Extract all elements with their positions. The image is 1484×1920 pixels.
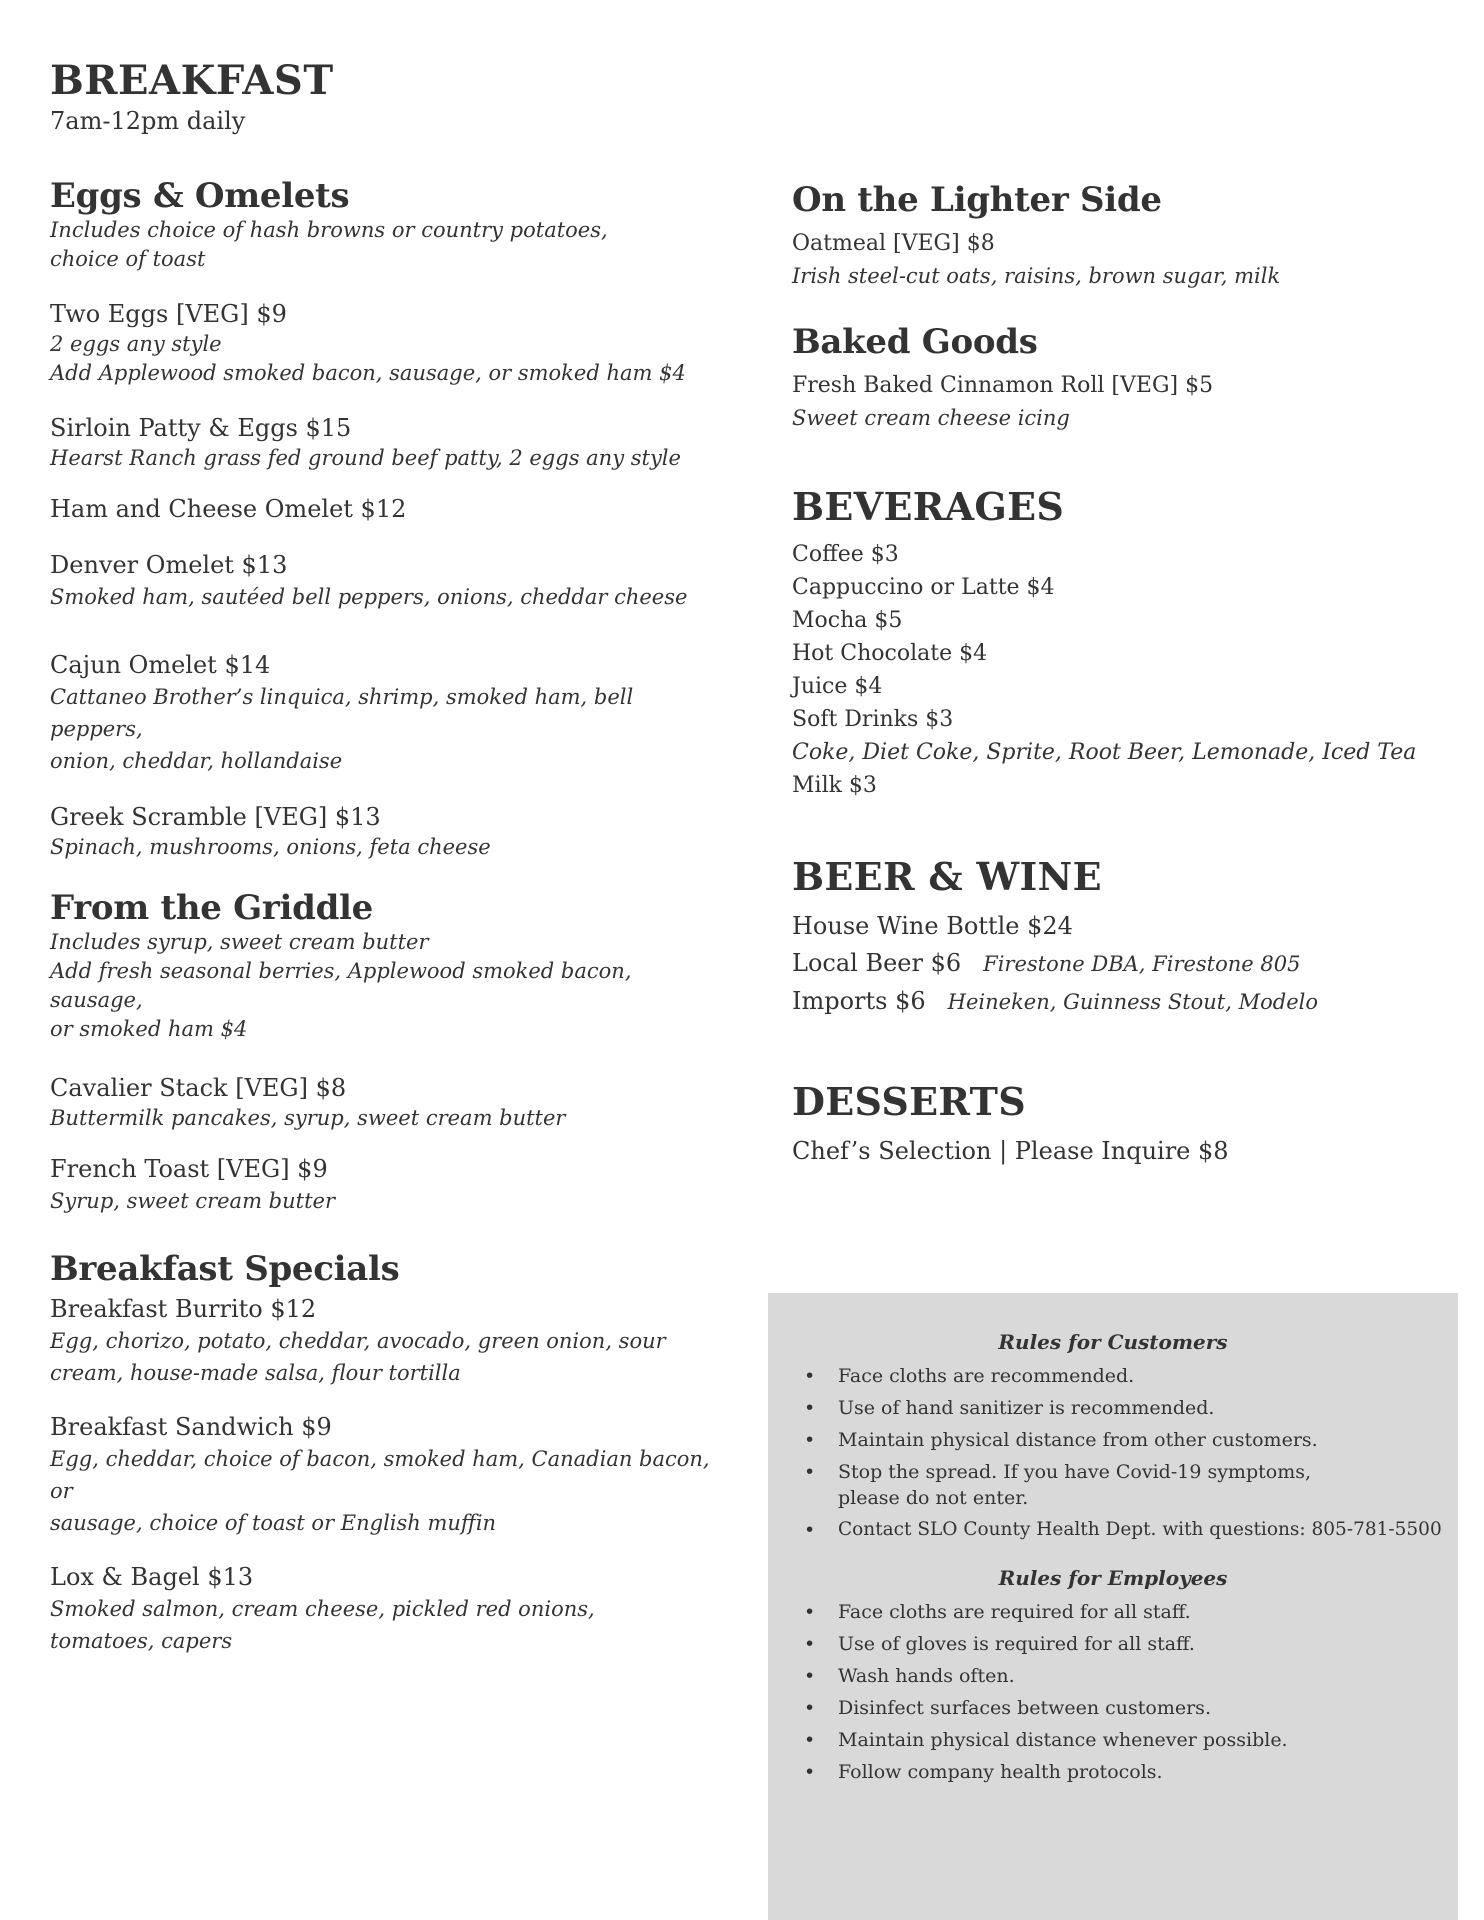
specials-section [50,1249,730,1657]
rule-text: Contact SLO County Health Dept. with questions: 805-781-5500 [838,1519,1442,1540]
griddle-heading: From the Griddle [50,888,373,928]
rule-text: Wash hands often. [838,1665,1015,1687]
rule-text: Use of hand sanitizer is recommended. [838,1397,1215,1419]
rule-text: Maintain physical distance from other customers. [838,1429,1318,1451]
lighter-heading: On the Lighter Side [792,180,1162,220]
menu-item-name: Greek Scramble [VEG] $13 [50,803,381,831]
beer-wine-section [792,854,1452,1021]
rule-item [804,1759,1398,1785]
specials-heading: Breakfast Specials [50,1249,400,1289]
employee-rules-list [768,1599,1458,1785]
right-column [792,180,1452,1170]
beer-wine-list [792,908,1452,1021]
rule-item [804,1459,1358,1511]
menu-item [50,493,730,525]
eggs-omelets-note: choice of toast [50,247,206,271]
rules-box [768,1293,1458,1920]
beverages-heading: BEVERAGES [792,484,1065,529]
rule-text: Face cloths are required for all staff. [838,1601,1191,1623]
menu-item-desc: Smoked salmon, cream cheese, pickled red onions, [50,1597,595,1621]
beer-item-detail: Firestone DBA, Firestone 805 [983,952,1301,976]
page-title: BREAKFAST [50,57,334,104]
menu-item [50,412,730,473]
rule-text: Use of gloves is required for all staff. [838,1633,1195,1655]
rule-item [804,1517,1458,1543]
customer-rules-heading: Rules for Customers [998,1330,1228,1354]
beverage-item: Hot Chocolate $4 [792,641,988,666]
menu-item-desc: Add Applewood smoked bacon, sausage, or smoked ham $4 [50,361,686,385]
griddle-note: or smoked ham $4 [50,1017,248,1041]
menu-item-name: Breakfast Burrito $12 [50,1295,317,1323]
beer-wine-heading: BEER & WINE [792,854,1102,899]
rule-item [804,1727,1398,1753]
rule-text: Maintain physical distance whenever possible. [838,1729,1288,1751]
employee-rules [768,1549,1458,1785]
menu-item [50,1072,730,1133]
beverage-item: Coffee $3 [792,542,899,567]
menu-item-name: Lox & Bagel $13 [50,1563,254,1591]
desserts-section [792,1079,1452,1170]
rule-text: Disinfect surfaces between customers. [838,1697,1211,1719]
menu-item-name: Oatmeal [VEG] $8 [792,231,995,256]
beverage-item: Milk $3 [792,773,877,798]
rule-item [804,1427,1398,1453]
menu-item-desc: Egg, cheddar, choice of bacon, smoked ham, Canadian bacon, or [50,1447,710,1503]
beverage-item-detail: Coke, Diet Coke, Sprite, Root Beer, Lemonade, Iced Tea [792,740,1417,765]
menu-item-desc: Smoked ham, sautéed bell peppers, onions, cheddar cheese [50,585,688,609]
baked-section [792,322,1452,434]
menu-item-name: French Toast [VEG] $9 [50,1155,328,1183]
bullet-icon: • [804,1633,816,1655]
wine-item: House Wine Bottle $24 [792,912,1073,940]
griddle-note: Add fresh seasonal berries, Applewood smoked bacon, sausage, [50,959,632,1012]
menu-item-desc: Cattaneo Brother’s linquica, shrimp, smoked ham, bell peppers, [50,685,634,741]
menu-item-name: Sirloin Patty & Eggs $15 [50,414,352,442]
customer-rules [768,1293,1458,1543]
menu-item-desc: Egg, chorizo, potato, cheddar, avocado, green onion, sour [50,1329,666,1353]
beverage-item: Cappuccino or Latte $4 [792,575,1055,600]
griddle-section [50,888,730,1217]
rule-text: Face cloths are recommended. [838,1365,1135,1387]
bullet-icon: • [804,1665,816,1687]
eggs-omelets-note: Includes choice of hash browns or country potatoes, [50,218,608,242]
menu-item-desc: Sweet cream cheese icing [792,406,1070,430]
beverage-item: Soft Drinks $3 [792,707,954,732]
left-column [50,58,730,1657]
menu-item-name: Cajun Omelet $14 [50,651,271,679]
menu-item [50,1411,730,1539]
bullet-icon: • [804,1729,816,1751]
menu-item [50,649,730,777]
beer-item-name: Local Beer $6 [792,949,962,977]
menu-item-desc: Buttermilk pancakes, syrup, sweet cream butter [50,1106,566,1130]
beer-item [792,983,1452,1021]
dessert-item: Chef’s Selection | Please Inquire $8 [792,1137,1229,1165]
menu-item [50,549,730,613]
menu-item-desc: tomatoes, capers [50,1629,233,1653]
menu-item-desc: Hearst Ranch grass fed ground beef patty, 2 eggs any style [50,446,681,470]
menu-item [50,298,730,388]
menu-item-name: Cavalier Stack [VEG] $8 [50,1074,347,1102]
menu-item-name: Denver Omelet $13 [50,551,288,579]
bullet-icon: • [804,1461,816,1483]
menu-item-name: Fresh Baked Cinnamon Roll [VEG] $5 [792,373,1214,398]
menu-item-desc: onion, cheddar, hollandaise [50,749,343,773]
menu-item [50,801,730,862]
menu-item-desc: Syrup, sweet cream butter [50,1189,335,1213]
eggs-omelets-heading: Eggs & Omelets [50,176,350,216]
menu-item [50,1561,730,1657]
beverage-item: Mocha $5 [792,608,903,633]
rule-text: Stop the spread. If you have Covid-19 symptoms, please do not enter. [838,1461,1311,1509]
menu-item-name: Breakfast Sandwich $9 [50,1413,332,1441]
lighter-section [792,180,1452,292]
rule-text: Follow company health protocols. [838,1761,1163,1783]
employee-rules-heading: Rules for Employees [998,1566,1228,1590]
menu-item-desc: sausage, choice of toast or English muffin [50,1511,497,1535]
menu-item-name: Two Eggs [VEG] $9 [50,300,287,328]
rule-item [804,1363,1398,1389]
bullet-icon: • [804,1519,816,1541]
bullet-icon: • [804,1429,816,1451]
beer-item-detail: Heineken, Guinness Stout, Modelo [947,990,1318,1014]
eggs-omelets-section [50,176,730,862]
beverages-list [792,538,1452,802]
beverages-section [792,484,1452,802]
bullet-icon: • [804,1761,816,1783]
beer-item [792,945,1452,983]
rule-item [804,1663,1398,1689]
bullet-icon: • [804,1601,816,1623]
rule-item [804,1599,1398,1625]
bullet-icon: • [804,1697,816,1719]
desserts-heading: DESSERTS [792,1079,1026,1124]
customer-rules-list [768,1363,1458,1543]
menu-item-name: Ham and Cheese Omelet $12 [50,495,407,523]
beverage-item: Juice $4 [792,674,883,699]
menu-item-desc: Spinach, mushrooms, onions, feta cheese [50,835,491,859]
beer-item-name: Imports $6 [792,987,926,1015]
menu-item [50,1293,730,1389]
menu-item-desc: 2 eggs any style [50,332,222,356]
rule-item [804,1631,1398,1657]
menu-item-desc: Irish steel-cut oats, raisins, brown sugar, milk [792,264,1281,288]
menu-item [50,1153,730,1217]
baked-heading: Baked Goods [792,322,1038,362]
bullet-icon: • [804,1397,816,1419]
menu-item-desc: cream, house-made salsa, flour tortilla [50,1361,461,1385]
hours-text: 7am-12pm daily [50,107,246,135]
bullet-icon: • [804,1365,816,1387]
rule-item [804,1395,1398,1421]
griddle-note: Includes syrup, sweet cream butter [50,930,429,954]
rule-item [804,1695,1398,1721]
